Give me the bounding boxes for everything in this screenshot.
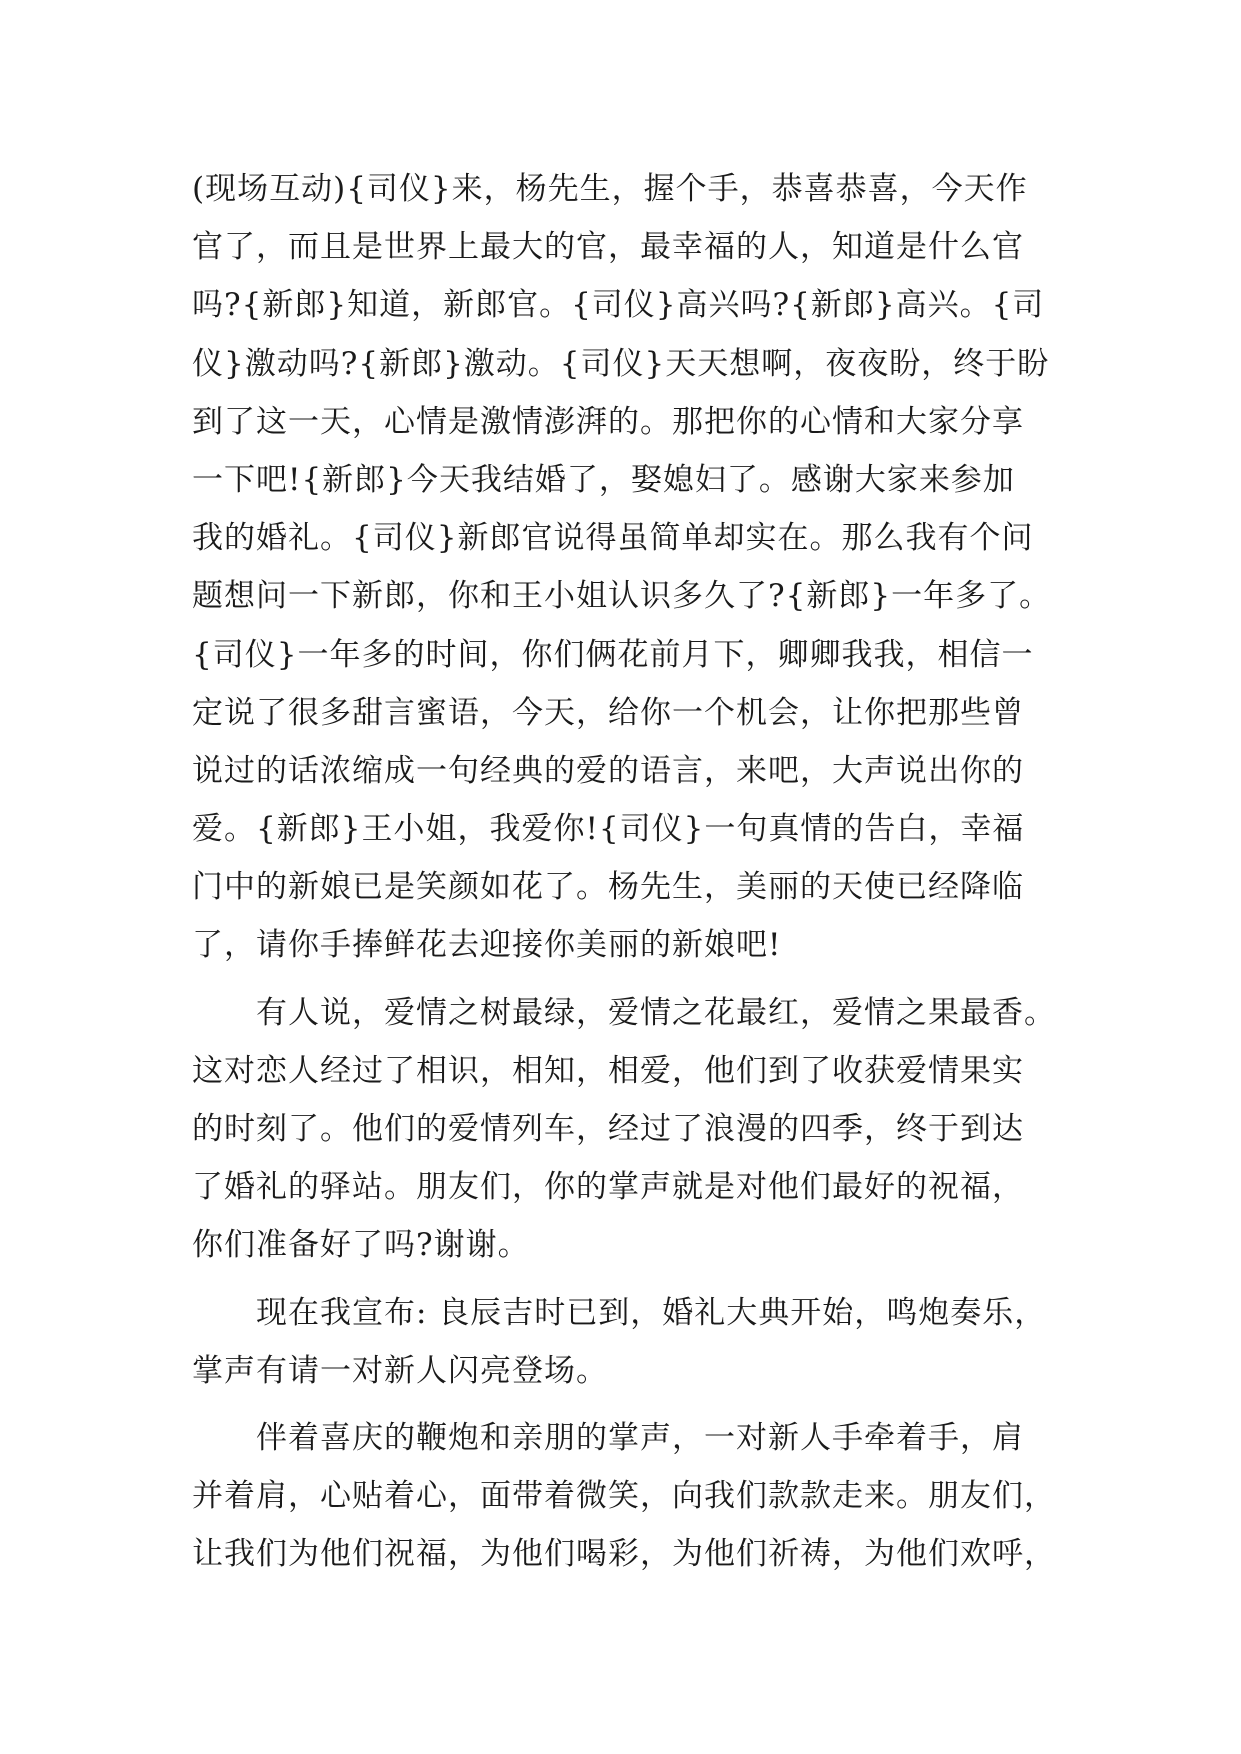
- text-line: 让我们为他们祝福，为他们喝彩，为他们祈祷，为他们欢呼，: [192, 1536, 1056, 1573]
- text-line: 了，请你手捧鲜花去迎接你美丽的新娘吧!: [192, 927, 782, 964]
- text-line: 你们准备好了吗?谢谢。: [192, 1227, 530, 1264]
- text-line: 掌声有请一对新人闪亮登场。: [192, 1352, 608, 1389]
- text-line: 说过的话浓缩成一句经典的爱的语言，来吧，大声说出你的: [192, 752, 1024, 789]
- paragraph-spacing: [192, 975, 1072, 984]
- text-line: 吗?{新郎}知道，新郎官。{司仪}高兴吗?{新郎}高兴。{司: [192, 287, 1045, 324]
- text-line: 伴着喜庆的鞭炮和亲朋的掌声，一对新人手牵着手，肩: [192, 1419, 1024, 1456]
- paragraph-2: [192, 984, 1072, 1275]
- text-line: 一下吧!{新郎}今天我结婚了，娶媳妇了。感谢大家来参加: [192, 461, 1015, 498]
- text-line: 爱。{新郎}王小姐，我爱你!{司仪}一句真情的告白，幸福: [192, 811, 1025, 848]
- text-line: {司仪}一年多的时间，你们俩花前月下，卿卿我我，相信一: [192, 636, 1034, 673]
- paragraph-4: [192, 1409, 1072, 1584]
- text-line: 门中的新娘已是笑颜如花了。杨先生，美丽的天使已经降临: [192, 869, 1024, 906]
- text-line: 有人说，爱情之树最绿，爱情之花最红，爱情之果最香。: [192, 994, 1056, 1031]
- paragraph-3: [192, 1284, 1072, 1400]
- text-line: 到了这一天，心情是激情澎湃的。那把你的心情和大家分享: [192, 403, 1024, 440]
- text-line: (现场互动){司仪}来，杨先生，握个手，恭喜恭喜，今天作: [192, 171, 1028, 207]
- text-line: 这对恋人经过了相识，相知，相爱，他们到了收获爱情果实: [192, 1052, 1024, 1089]
- paragraph-spacing: [192, 1275, 1072, 1284]
- paragraph-1: [192, 160, 1072, 975]
- text-line: 仪}激动吗?{新郎}激动。{司仪}天天想啊，夜夜盼，终于盼: [192, 345, 1050, 382]
- text-line: 官了，而且是世界上最大的官，最幸福的人，知道是什么官: [192, 229, 1024, 266]
- document-body: [192, 160, 1072, 1584]
- text-line: 的时刻了。他们的爱情列车，经过了浪漫的四季，终于到达: [192, 1111, 1024, 1147]
- text-line: 了婚礼的驿站。朋友们，你的掌声就是对他们最好的祝福，: [192, 1169, 1024, 1206]
- text-line: 我的婚礼。{司仪}新郎官说得虽简单却实在。那么我有个问: [192, 520, 1034, 557]
- text-line: 现在我宣布: 良辰吉时已到，婚礼大典开始，鸣炮奏乐，: [192, 1294, 1047, 1331]
- text-line: 并着肩，心贴着心，面带着微笑，向我们款款走来。朋友们，: [192, 1478, 1056, 1515]
- text-line: 题想问一下新郎，你和王小姐认识多久了?{新郎}一年多了。: [192, 578, 1052, 615]
- paragraph-spacing: [192, 1400, 1072, 1409]
- text-line: 定说了很多甜言蜜语，今天，给你一个机会，让你把那些曾: [192, 694, 1024, 731]
